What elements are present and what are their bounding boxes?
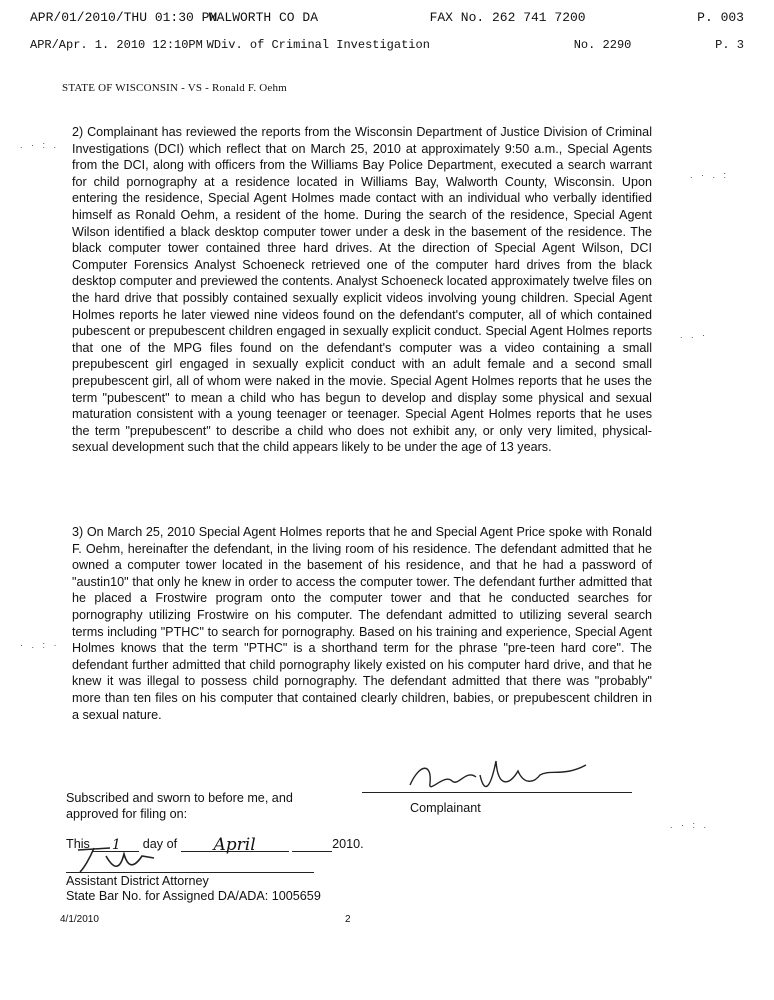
fax-header-line-1: [30, 10, 744, 25]
footer-page-number: 2: [345, 914, 351, 925]
scan-noise: · . : ·: [20, 640, 60, 650]
fax-page: P. 003: [697, 10, 744, 25]
ada-title: Assistant District Attorney: [66, 874, 209, 888]
ada-signature: [70, 842, 160, 876]
day-of-label: day of: [142, 837, 178, 851]
complainant-label: Complainant: [410, 801, 481, 815]
fax-number: FAX No. 262 741 7200: [429, 10, 586, 25]
state-bar-number: State Bar No. for Assigned DA/ADA: 1005659: [66, 889, 321, 903]
year-blank: [292, 837, 332, 852]
scan-noise: . · . :: [690, 170, 729, 180]
fax-sender: WALWORTH CO DA: [208, 10, 319, 25]
complainant-signature: [400, 755, 600, 800]
fax-header-line-2: [30, 38, 744, 52]
scan-noise: . · : .: [670, 820, 709, 830]
scan-noise: . . ·: [680, 330, 708, 340]
fax2-datetime: APR/Apr. 1. 2010 12:10PM: [30, 38, 203, 52]
fax2-page: P. 3: [715, 38, 744, 52]
fax-datetime: APR/01/2010/THU 01:30 PM: [30, 10, 218, 25]
scan-noise: . · : .: [20, 140, 59, 150]
month-value: April: [181, 837, 289, 852]
paragraph-2: 2) Complainant has reviewed the reports from the Wisconsin Department of Justice Division of Criminal Investigations (DCI) which reflect that on March 25, 2010 at approximately 9:50 a.m., Special Agents from the DCI, along with officers from the Williams Bay Police Department, executed a search warrant for child pornography at a residence located in Williams Bay, Walworth County, Wisconsin. Upon entering the residence, Special Agent Holmes made contact with an individual who verbally identified himself as Ronald Oehm, a resident of the home. During the search of the residence, Special Agent Wilson identified a black desktop computer tower under a desk in the basement of the residence. The black computer tower contained three hard drives. At the direction of Special Agent Wilson, DCI Computer Forensics Analyst Schoeneck retrieved one of the computer hard drives from the black desktop computer and previewed the contents. Analyst Schoeneck located approximately twelve files on the hard drive that possibly contained sexually explicit videos involving young children. Special Agent Holmes reports he later viewed nine videos found on the defendant's computer, all of which contained pubescent or prepubescent children engaged in sexually explicit conduct. Special Agent Holmes reports that one of the MPG files found on the defendant's computer was a video containing a small prepubescent girl engaged in sexually explicit conduct with an adult female and a second small prepubescent girl, all of whom were naked in the movie. Special Agent Holmes reports that he uses the term "pubescent" to mean a child who has begun to develop and display some physical and sexual maturation consistent with a young teenager or teenager. Special Agent Holmes reports that he uses the term "prepubescent" to describe a child who does not exhibit any, or only very limited, physical-sexual development such that the child appears likely to be under the age of 13 years.: [72, 125, 652, 455]
day-value: 1: [93, 837, 139, 852]
subscribed-sworn-text: Subscribed and sworn to before me, and approved for filing on:: [66, 791, 293, 821]
year-value: 2010.: [332, 837, 364, 851]
fax2-sender: WDiv. of Criminal Investigation: [206, 38, 430, 52]
this-label: This: [66, 837, 90, 851]
footer-date: 4/1/2010: [60, 914, 99, 925]
paragraph-3: 3) On March 25, 2010 Special Agent Holmes reports that he and Special Agent Price spoke with Ronald F. Oehm, hereinafter the defendant, in the living room of his residence. The defendant admitted that he owned a computer tower located in the basement of his residence, and that he had a password of "austin10" that only he knew in order to access the computer tower. The defendant further admitted that he placed a Frostwire program onto the computer tower and that he conducted searches for pornography utilizing Frostwire on his computer. The defendant admitted to utilizing several search terms including "PTHC" to search for pornography. Based on his training and experience, Special Agent Holmes knows that the term "PTHC" is a shorthand term for the phrase "pre-teen hard core". The defendant further admitted that child pornography likely existed on his computer hard drive, and that he knew it was illegal to possess child pornography. The defendant admitted that there was "probably" more than ten files on his computer that contained clearly children, babies, or prepubescent children in a sexual nature.: [72, 525, 652, 722]
case-caption: STATE OF WISCONSIN - VS - Ronald F. Oehm: [62, 82, 287, 94]
fax2-number: No. 2290: [573, 38, 632, 52]
